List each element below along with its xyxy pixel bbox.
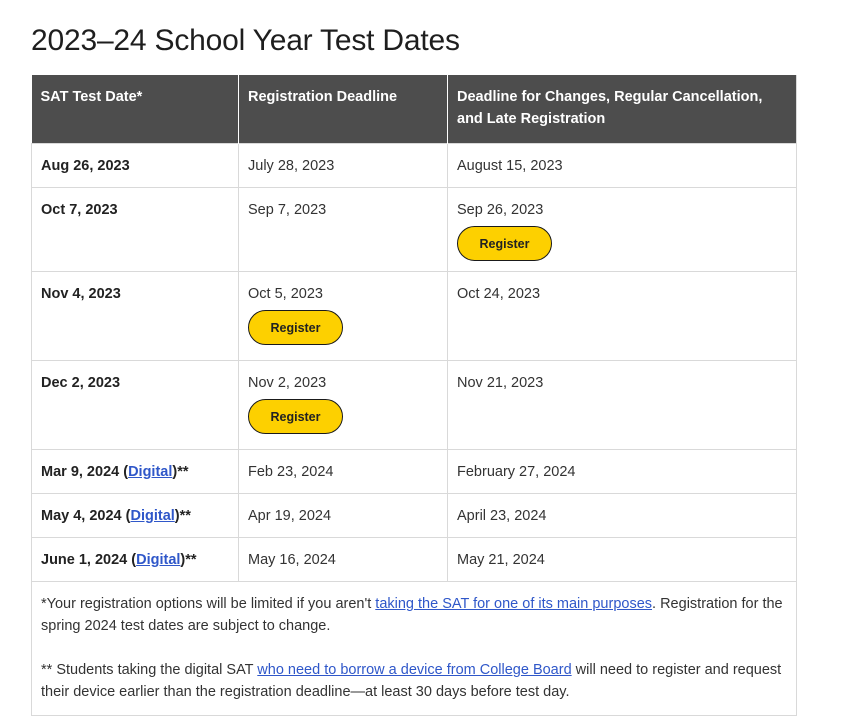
main-purposes-link[interactable]: taking the SAT for one of its main purposes	[375, 596, 653, 612]
page-title: 2023–24 School Year Test Dates	[31, 24, 460, 57]
registration-deadline-cell: Feb 23, 2024	[239, 450, 448, 494]
test-date-cell: Oct 7, 2023	[32, 188, 239, 272]
registration-deadline-cell: Sep 7, 2023	[239, 188, 448, 272]
digital-link-may-4[interactable]: Digital	[130, 508, 175, 524]
test-date-text: Mar 9, 2024	[41, 464, 120, 480]
table-row	[32, 144, 797, 188]
borrow-device-link[interactable]: who need to borrow a device from College Board	[257, 662, 572, 678]
table-row	[32, 538, 797, 582]
table-row	[32, 188, 797, 272]
test-date-cell: Mar 9, 2024 (Digital)**	[32, 450, 239, 494]
header-registration-deadline: Registration Deadline	[239, 75, 448, 144]
registration-deadline-cell: July 28, 2023	[239, 144, 448, 188]
registration-deadline-cell: May 16, 2024	[239, 538, 448, 582]
test-date-cell: Dec 2, 2023	[32, 361, 239, 450]
registration-deadline-cell	[239, 361, 448, 450]
change-deadline-cell: Oct 24, 2023	[448, 272, 797, 361]
digital-link-june-1[interactable]: Digital	[136, 552, 181, 568]
table-row	[32, 450, 797, 494]
test-date-cell: June 1, 2024 (Digital)**	[32, 538, 239, 582]
test-date-cell: Aug 26, 2023	[32, 144, 239, 188]
change-deadline-cell: May 21, 2024	[448, 538, 797, 582]
registration-deadline-text: Nov 2, 2023	[248, 375, 327, 391]
note-text: . Registration for the spring 2024 test dates are subject to change.	[41, 596, 783, 634]
table-row	[32, 272, 797, 361]
registration-deadline-cell	[239, 272, 448, 361]
table-row	[32, 494, 797, 538]
table-row	[32, 361, 797, 450]
registration-deadline-cell: Apr 19, 2024	[239, 494, 448, 538]
header-test-date: SAT Test Date*	[32, 75, 239, 144]
register-button-dec-2[interactable]: Register	[248, 399, 343, 434]
test-date-text: June 1, 2024	[41, 552, 128, 568]
note-text: *Your registration options will be limited if you aren't	[41, 596, 376, 612]
registration-deadline-text: Oct 5, 2023	[248, 286, 323, 302]
register-button-oct-7[interactable]: Register	[457, 226, 552, 261]
test-dates-table	[31, 75, 797, 716]
change-deadline-cell: April 23, 2024	[448, 494, 797, 538]
change-deadline-text: Sep 26, 2023	[457, 202, 544, 218]
test-date-cell: Nov 4, 2023	[32, 272, 239, 361]
notes-row	[32, 582, 797, 716]
digital-link-mar-9[interactable]: Digital	[128, 464, 173, 480]
notes-cell	[32, 582, 797, 716]
register-button-nov-4[interactable]: Register	[248, 310, 343, 345]
header-change-deadline: Deadline for Changes, Regular Cancellation, and Late Registration	[448, 75, 797, 144]
test-date-text: May 4, 2024	[41, 508, 122, 524]
change-deadline-cell: August 15, 2023	[448, 144, 797, 188]
note-text: will need to register and request their device earlier than the registration deadline—at least 30 days before test day.	[41, 662, 782, 700]
change-deadline-cell: Nov 21, 2023	[448, 361, 797, 450]
table-header-row	[32, 75, 797, 144]
digital-device-note	[41, 659, 787, 703]
note-text: ** Students taking the digital SAT	[41, 662, 258, 678]
change-deadline-cell	[448, 188, 797, 272]
test-date-cell: May 4, 2024 (Digital)**	[32, 494, 239, 538]
change-deadline-cell: February 27, 2024	[448, 450, 797, 494]
registration-note	[41, 593, 787, 637]
